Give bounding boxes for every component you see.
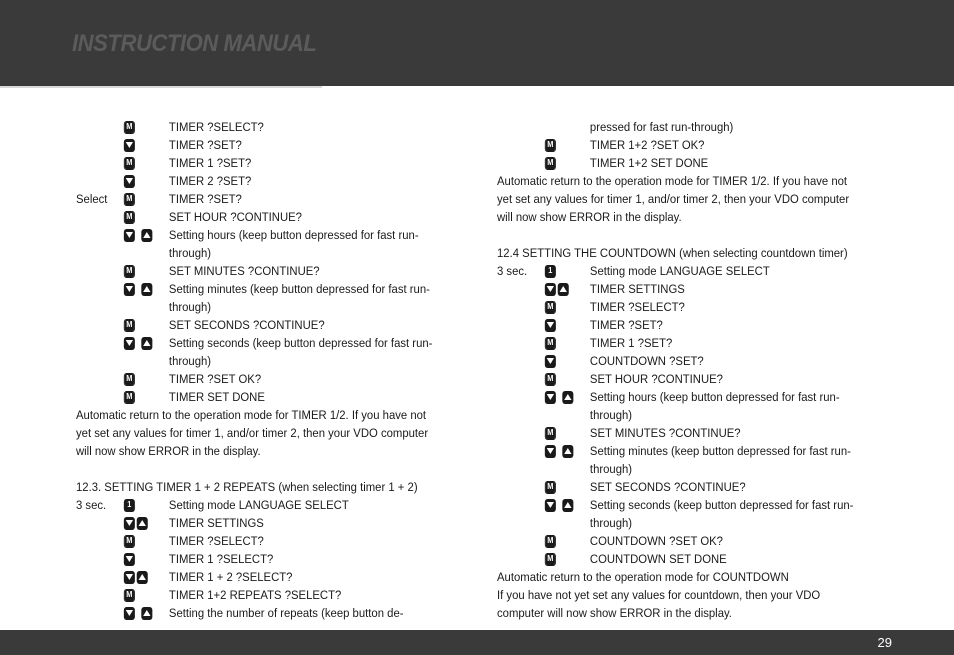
step-text: TIMER ?SET OK? <box>168 372 262 386</box>
mode-button-letter: M <box>126 194 133 203</box>
up-arrow-button-icon <box>141 283 152 296</box>
step-buttons <box>124 532 169 550</box>
step-buttons <box>545 532 590 550</box>
mode-button-letter: M <box>126 266 133 275</box>
step-row <box>497 136 860 154</box>
step-text: COUNTDOWN ?SET OK? <box>589 534 723 548</box>
step-row <box>76 496 439 514</box>
step-row <box>497 370 860 388</box>
mode-button-icon <box>124 373 135 386</box>
step-buttons <box>545 352 590 370</box>
section-heading: 12.4 SETTING THE COUNTDOWN (when selecting countdown timer) <box>497 246 848 260</box>
step-buttons <box>545 262 590 280</box>
step-prefix: 3 sec. <box>497 264 528 278</box>
up-arrow-button-icon <box>558 283 569 296</box>
down-arrow-button-icon <box>124 571 135 584</box>
step-text: Setting minutes (keep button depressed for fast run-through) <box>589 444 851 476</box>
step-text: TIMER ?SET? <box>589 318 663 332</box>
step-buttons <box>124 388 169 406</box>
down-arrow-button-icon <box>124 229 135 242</box>
page-number: 29 <box>877 635 892 650</box>
down-arrow-button-icon <box>545 319 556 332</box>
step-text: Setting seconds (keep button depressed for fast run-through) <box>168 336 433 368</box>
step-text: TIMER SETTINGS <box>168 516 264 530</box>
mode-button-letter: M <box>126 158 133 167</box>
step-buttons <box>124 172 169 190</box>
up-arrow-button-icon <box>141 337 152 350</box>
step-text: TIMER 1+2 SET DONE <box>589 156 709 170</box>
step-row <box>76 154 439 172</box>
step-text: pressed for fast run-through) <box>589 120 734 134</box>
step-row <box>76 568 439 586</box>
mode-button-letter: M <box>547 302 554 311</box>
step-row <box>497 262 860 280</box>
mode-button-icon <box>124 391 135 404</box>
page-header <box>0 0 954 86</box>
step-row <box>497 334 860 352</box>
step-text: COUNTDOWN ?SET? <box>589 354 704 368</box>
step-row <box>76 604 439 622</box>
down-arrow-button-icon <box>545 283 556 296</box>
step-buttons <box>545 370 590 388</box>
step-text: SET HOUR ?CONTINUE? <box>589 372 723 386</box>
step-row <box>497 154 860 172</box>
mode-button-letter: M <box>547 338 554 347</box>
step-row <box>76 172 439 190</box>
up-arrow-button-icon <box>137 517 148 530</box>
step-text: TIMER 2 ?SET? <box>168 174 252 188</box>
step-buttons <box>124 316 169 334</box>
step-row <box>76 262 439 280</box>
step-row <box>76 118 439 136</box>
button-one-icon: 1 <box>545 265 556 278</box>
step-buttons <box>124 496 169 514</box>
step-text: TIMER 1+2 ?SET OK? <box>589 138 705 152</box>
step-text: TIMER ?SET? <box>168 192 242 206</box>
step-text: TIMER SET DONE <box>168 390 265 404</box>
step-row <box>497 532 860 550</box>
step-buttons <box>545 424 590 442</box>
step-text: SET MINUTES ?CONTINUE? <box>589 426 741 440</box>
down-arrow-button-icon <box>124 283 135 296</box>
mode-button-letter: M <box>547 158 554 167</box>
mode-button-icon <box>545 301 556 314</box>
step-buttons <box>545 298 590 316</box>
mode-button-letter: M <box>547 554 554 563</box>
step-buttons <box>124 586 169 604</box>
step-text: TIMER ?SELECT? <box>168 534 264 548</box>
mode-button-letter: M <box>126 320 133 329</box>
up-arrow-button-icon <box>137 571 148 584</box>
step-buttons <box>545 136 590 154</box>
step-row <box>497 442 860 478</box>
step-row <box>497 352 860 370</box>
mode-button-icon <box>545 481 556 494</box>
step-buttons <box>545 388 590 406</box>
step-text: TIMER 1 + 2 ?SELECT? <box>168 570 293 584</box>
up-arrow-button-icon <box>562 391 573 404</box>
step-buttons <box>545 496 590 514</box>
step-buttons <box>124 514 169 532</box>
step-row <box>76 514 439 532</box>
step-text: SET SECONDS ?CONTINUE? <box>168 318 325 332</box>
down-arrow-button-icon <box>545 355 556 368</box>
step-text: TIMER ?SELECT? <box>589 300 685 314</box>
mode-button-icon <box>545 535 556 548</box>
step-row <box>497 298 860 316</box>
step-row <box>76 550 439 568</box>
step-row <box>497 478 860 496</box>
step-buttons <box>545 154 590 172</box>
step-row <box>76 532 439 550</box>
header-divider <box>0 86 322 88</box>
step-row <box>497 388 860 424</box>
step-buttons <box>124 226 169 244</box>
step-row <box>497 118 860 136</box>
step-buttons <box>124 334 169 352</box>
mode-button-letter: M <box>126 392 133 401</box>
mode-button-icon <box>124 589 135 602</box>
step-row <box>76 388 439 406</box>
step-text: TIMER SETTINGS <box>589 282 685 296</box>
mode-button-icon <box>545 337 556 350</box>
down-arrow-button-icon <box>124 517 135 530</box>
step-buttons <box>545 280 590 298</box>
mode-button-letter: M <box>547 140 554 149</box>
step-buttons <box>124 370 169 388</box>
step-row <box>76 370 439 388</box>
steps-list <box>497 262 860 568</box>
step-buttons <box>124 208 169 226</box>
step-buttons <box>545 442 590 460</box>
step-text: COUNTDOWN SET DONE <box>589 552 727 566</box>
step-text: TIMER 1+2 REPEATS ?SELECT? <box>168 588 342 602</box>
step-row <box>497 280 860 298</box>
step-text: SET HOUR ?CONTINUE? <box>168 210 302 224</box>
mode-button-letter: M <box>126 374 133 383</box>
up-arrow-button-icon <box>141 607 152 620</box>
mode-button-letter: M <box>547 482 554 491</box>
step-text: SET MINUTES ?CONTINUE? <box>168 264 320 278</box>
step-buttons <box>545 118 590 136</box>
page-footer <box>0 630 954 655</box>
mode-button-letter: M <box>547 536 554 545</box>
mode-button-icon <box>545 553 556 566</box>
paragraph: Automatic return to the operation mode for TIMER 1/2. If you have not yet set any values for timer 1, and/or timer 2, then your VDO computer will now show ERROR in the display. <box>497 174 850 224</box>
mode-button-icon <box>545 427 556 440</box>
mode-button-icon <box>124 535 135 548</box>
step-buttons <box>124 568 169 586</box>
step-text: TIMER 1 ?SET? <box>589 336 673 350</box>
step-buttons <box>545 550 590 568</box>
mode-button-letter: M <box>126 590 133 599</box>
mode-button-icon <box>545 157 556 170</box>
step-buttons <box>124 118 169 136</box>
up-arrow-button-icon <box>562 445 573 458</box>
step-text: TIMER ?SELECT? <box>168 120 264 134</box>
down-arrow-button-icon <box>124 139 135 152</box>
down-arrow-button-icon <box>124 553 135 566</box>
step-buttons <box>124 136 169 154</box>
step-row <box>76 586 439 604</box>
step-row <box>76 280 439 316</box>
step-buttons <box>124 154 169 172</box>
step-prefix: Select <box>76 192 108 206</box>
step-row <box>497 424 860 442</box>
mode-button-icon <box>545 373 556 386</box>
down-arrow-button-icon <box>124 175 135 188</box>
spacer <box>497 226 860 244</box>
step-row <box>76 316 439 334</box>
mode-button-icon <box>124 319 135 332</box>
step-prefix: 3 sec. <box>76 498 107 512</box>
step-row <box>76 334 439 370</box>
spacer <box>76 460 439 478</box>
mode-button-icon <box>545 139 556 152</box>
mode-button-icon <box>124 211 135 224</box>
right-column <box>497 118 860 622</box>
mode-button-letter: M <box>126 122 133 131</box>
left-column <box>76 118 439 622</box>
mode-button-icon <box>124 193 135 206</box>
step-buttons <box>545 316 590 334</box>
step-text: Setting hours (keep button depressed for fast run-through) <box>589 390 840 422</box>
step-buttons <box>124 262 169 280</box>
step-buttons <box>545 478 590 496</box>
step-text: TIMER ?SET? <box>168 138 242 152</box>
down-arrow-button-icon <box>124 337 135 350</box>
step-text: Setting minutes (keep button depressed for fast run-through) <box>168 282 430 314</box>
step-row <box>497 550 860 568</box>
step-text: SET SECONDS ?CONTINUE? <box>589 480 746 494</box>
step-text: TIMER 1 ?SELECT? <box>168 552 274 566</box>
mode-button-letter: M <box>547 428 554 437</box>
step-row <box>497 316 860 334</box>
section-heading: 12.3. SETTING TIMER 1 + 2 REPEATS (when selecting timer 1 + 2) <box>76 480 418 494</box>
step-buttons <box>124 190 169 208</box>
paragraph: If you have not yet set any values for countdown, then your VDO computer will now show ERROR in the display. <box>497 588 821 620</box>
down-arrow-button-icon <box>124 607 135 620</box>
down-arrow-button-icon <box>545 499 556 512</box>
step-row <box>76 226 439 262</box>
mode-button-icon <box>124 121 135 134</box>
step-buttons <box>124 550 169 568</box>
step-row <box>76 136 439 154</box>
down-arrow-button-icon <box>545 445 556 458</box>
mode-button-letter: M <box>547 374 554 383</box>
steps-list <box>76 496 439 622</box>
step-buttons <box>545 334 590 352</box>
mode-button-icon <box>124 157 135 170</box>
header-title: INSTRUCTION MANUAL <box>72 30 317 57</box>
step-row <box>76 208 439 226</box>
up-arrow-button-icon <box>562 499 573 512</box>
step-text: Setting mode LANGUAGE SELECT <box>168 498 349 512</box>
step-buttons <box>124 280 169 298</box>
step-text: Setting mode LANGUAGE SELECT <box>589 264 770 278</box>
step-text: Setting seconds (keep button depressed for fast run-through) <box>589 498 854 530</box>
step-text: Setting hours (keep button depressed for fast run-through) <box>168 228 419 260</box>
step-buttons <box>124 604 169 622</box>
steps-list <box>76 118 439 406</box>
paragraph: Automatic return to the operation mode for COUNTDOWN <box>497 570 789 584</box>
up-arrow-button-icon <box>141 229 152 242</box>
button-one-icon: 1 <box>124 499 135 512</box>
mode-button-icon <box>124 265 135 278</box>
mode-button-letter: M <box>126 536 133 545</box>
steps-list <box>497 118 860 172</box>
step-row <box>76 190 439 208</box>
step-text: Setting the number of repeats (keep button de- <box>168 606 404 620</box>
step-text: TIMER 1 ?SET? <box>168 156 252 170</box>
down-arrow-button-icon <box>545 391 556 404</box>
mode-button-letter: M <box>126 212 133 221</box>
paragraph: Automatic return to the operation mode for TIMER 1/2. If you have not yet set any values for timer 1, and/or timer 2, then your VDO computer will now show ERROR in the display. <box>76 408 429 458</box>
step-row <box>497 496 860 532</box>
